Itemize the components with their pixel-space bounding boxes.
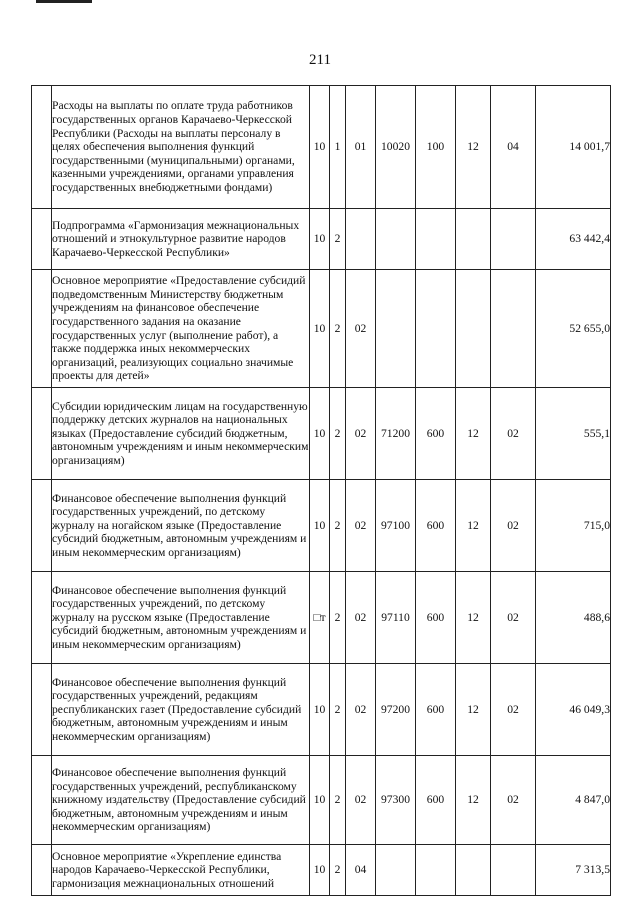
subsection-cell: 02: [491, 572, 536, 664]
amount-cell: 715,0: [536, 480, 611, 572]
main-activity-code-cell: 02: [346, 756, 376, 845]
main-activity-code-cell: 02: [346, 270, 376, 388]
table-row: [32, 86, 611, 209]
section-cell: 12: [456, 480, 491, 572]
direction-code-cell: 97100: [376, 480, 416, 572]
description-cell: Подпрограмма «Гармонизация межнациональных отношений и этнокультурное развитие народов Карачаево-Черкесской Республики»: [52, 209, 310, 270]
subprogram-code-cell: 2: [330, 209, 346, 270]
main-activity-code-cell: 02: [346, 572, 376, 664]
expense-type-cell: 600: [416, 572, 456, 664]
description-cell: Основное мероприятие «Предоставление субсидий подведомственным Министерству бюджетным учреждениям на финансовое обеспечение государственного задания на оказание государственных услуг (выполнение работ), а также поддержка иных некоммерческих организаций, реализующих социально значимые проекты для детей»: [52, 270, 310, 388]
program-code-cell: □т: [310, 572, 330, 664]
program-code-cell: 10: [310, 86, 330, 209]
expense-type-cell: 600: [416, 480, 456, 572]
direction-code-cell: 10020: [376, 86, 416, 209]
subprogram-code-cell: 2: [330, 270, 346, 388]
section-cell: [456, 270, 491, 388]
main-activity-code-cell: 02: [346, 480, 376, 572]
blank-cell: [32, 664, 52, 756]
expense-type-cell: [416, 845, 456, 896]
program-code-cell: 10: [310, 845, 330, 896]
description-cell: Расходы на выплаты по оплате труда работников государственных органов Карачаево-Черкесской Республики (Расходы на выплаты персоналу в целях обеспечения выполнения функций государственными (муниципальными) органами, казенными учреждениями, органами управления государственных внебюджетными фондами): [52, 86, 310, 209]
subsection-cell: 02: [491, 664, 536, 756]
section-cell: 12: [456, 756, 491, 845]
direction-code-cell: 97200: [376, 664, 416, 756]
amount-cell: 14 001,7: [536, 86, 611, 209]
section-cell: 12: [456, 664, 491, 756]
description-cell: Финансовое обеспечение выполнения функций государственных учреждений, редакциям республиканских газет (Предоставление субсидий бюджетным, автономным учреждениям и иным некоммерческим организациям): [52, 664, 310, 756]
main-activity-code-cell: 02: [346, 664, 376, 756]
subsection-cell: 02: [491, 480, 536, 572]
direction-code-cell: 71200: [376, 388, 416, 480]
program-code-cell: 10: [310, 270, 330, 388]
subprogram-code-cell: 2: [330, 756, 346, 845]
amount-cell: 52 655,0: [536, 270, 611, 388]
table-row: [32, 664, 611, 756]
subprogram-code-cell: 2: [330, 572, 346, 664]
direction-code-cell: 97300: [376, 756, 416, 845]
main-activity-code-cell: 02: [346, 388, 376, 480]
program-code-cell: 10: [310, 388, 330, 480]
blank-cell: [32, 756, 52, 845]
section-cell: [456, 209, 491, 270]
main-activity-code-cell: [346, 209, 376, 270]
blank-cell: [32, 572, 52, 664]
amount-cell: 46 049,3: [536, 664, 611, 756]
page-number: 211: [309, 52, 331, 68]
amount-cell: 4 847,0: [536, 756, 611, 845]
table-row: [32, 845, 611, 896]
program-code-cell: 10: [310, 480, 330, 572]
description-cell: Финансовое обеспечение выполнения функций государственных учреждений, по детскому журналу на ногайском языке (Предоставление субсидий бюджетным, автономным учреждениям и иным некоммерческим организациям): [52, 480, 310, 572]
direction-code-cell: [376, 209, 416, 270]
table-row: [32, 270, 611, 388]
blank-cell: [32, 480, 52, 572]
table-row: [32, 756, 611, 845]
program-code-cell: 10: [310, 664, 330, 756]
expense-type-cell: [416, 209, 456, 270]
expense-type-cell: 100: [416, 86, 456, 209]
amount-cell: 63 442,4: [536, 209, 611, 270]
subsection-cell: [491, 845, 536, 896]
main-activity-code-cell: 01: [346, 86, 376, 209]
direction-code-cell: [376, 270, 416, 388]
subsection-cell: 04: [491, 86, 536, 209]
blank-cell: [32, 209, 52, 270]
description-cell: Субсидии юридическим лицам на государственную поддержку детских журналов на национальных языках (Предоставление субсидий бюджетным, автономным учреждениям и иным некоммерческим организациям): [52, 388, 310, 480]
section-cell: 12: [456, 572, 491, 664]
program-code-cell: 10: [310, 209, 330, 270]
subprogram-code-cell: 2: [330, 845, 346, 896]
section-cell: 12: [456, 86, 491, 209]
header-rule: [36, 0, 92, 3]
subprogram-code-cell: 2: [330, 664, 346, 756]
blank-cell: [32, 270, 52, 388]
subsection-cell: [491, 270, 536, 388]
subsection-cell: [491, 209, 536, 270]
subprogram-code-cell: 2: [330, 480, 346, 572]
budget-table: [31, 85, 611, 896]
amount-cell: 488,6: [536, 572, 611, 664]
expense-type-cell: 600: [416, 664, 456, 756]
program-code-cell: 10: [310, 756, 330, 845]
table-row: [32, 572, 611, 664]
direction-code-cell: 97110: [376, 572, 416, 664]
subsection-cell: 02: [491, 388, 536, 480]
main-activity-code-cell: 04: [346, 845, 376, 896]
amount-cell: 555,1: [536, 388, 611, 480]
subsection-cell: 02: [491, 756, 536, 845]
subprogram-code-cell: 1: [330, 86, 346, 209]
description-cell: Основное мероприятие «Укрепление единства народов Карачаево-Черкесской Республики, гармонизация межнациональных отношений: [52, 845, 310, 896]
table-row: [32, 209, 611, 270]
blank-cell: [32, 388, 52, 480]
expense-type-cell: 600: [416, 388, 456, 480]
expense-type-cell: 600: [416, 756, 456, 845]
amount-cell: 7 313,5: [536, 845, 611, 896]
direction-code-cell: [376, 845, 416, 896]
expense-type-cell: [416, 270, 456, 388]
subprogram-code-cell: 2: [330, 388, 346, 480]
table-row: [32, 480, 611, 572]
blank-cell: [32, 845, 52, 896]
description-cell: Финансовое обеспечение выполнения функций государственных учреждений, республиканскому книжному издательству (Предоставление субсидий бюджетным, автономным учреждениям и иным некоммерческим организациям): [52, 756, 310, 845]
description-cell: Финансовое обеспечение выполнения функций государственных учреждений, по детскому журналу на русском языке (Предоставление субсидий бюджетным, автономным учреждениям и иным некоммерческим организациям): [52, 572, 310, 664]
table-row: [32, 388, 611, 480]
section-cell: 12: [456, 388, 491, 480]
blank-cell: [32, 86, 52, 209]
section-cell: [456, 845, 491, 896]
